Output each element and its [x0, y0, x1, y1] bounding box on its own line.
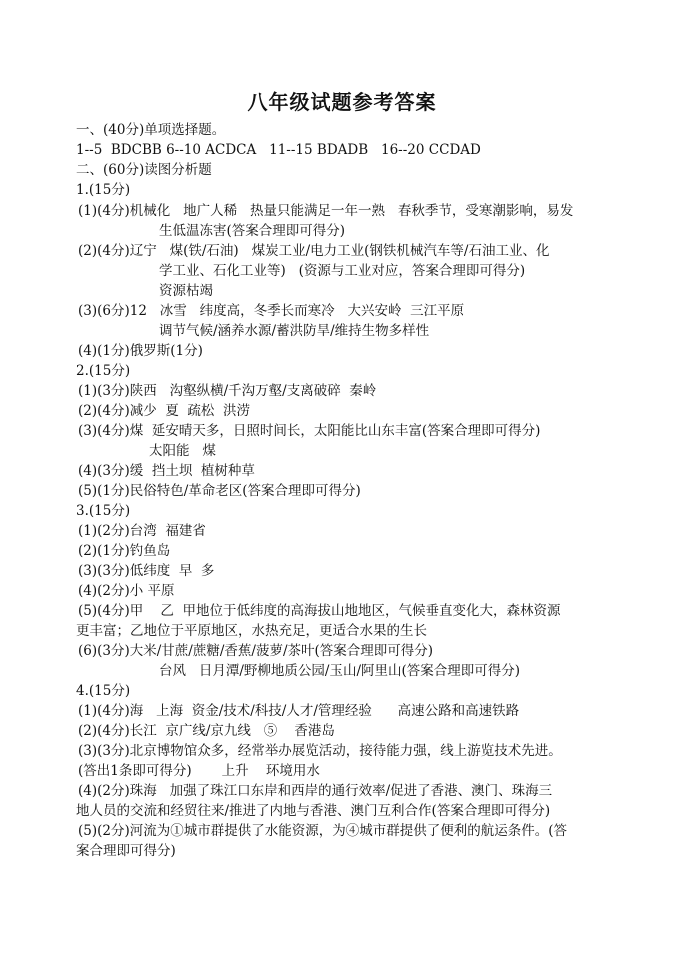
answer-line: 更丰富；乙地位于平原地区，水热充足，更适合水果的生长 [76, 623, 427, 639]
answer-line: (5)(2分)河流为①城市群提供了水能资源，为④城市群提供了便利的航运条件。(答 [78, 823, 568, 839]
answer-line: (1)(4分)机械化 地广人稀 热量只能满足一年一熟 春秋季节，受寒潮影响，易发 [78, 203, 574, 219]
answer-line: (1)(4分)海 上海 资金/技术/科技/人才/管理经验 高速公路和高速铁路 [78, 703, 520, 719]
answer-line: 4.(15分) [76, 683, 131, 699]
answer-line: 3.(15分) [76, 503, 131, 519]
answer-line: 案合理即可得分) [76, 843, 176, 859]
answer-line: 一、(40分)单项选择题。 [76, 122, 226, 138]
answer-line: (5)(1分)民俗特色/革命老区(答案合理即可得分) [78, 483, 361, 499]
answer-line: 1--5 BDCBB 6--10 ACDCA 11--15 BDADB 16--20 CCDAD [76, 142, 481, 158]
answer-line: 学工业、石化工业等) (资源与工业对应，答案合理即可得分) [159, 263, 526, 279]
answer-line: 台风 日月潭/野柳地质公园/玉山/阿里山(答案合理即可得分) [159, 663, 521, 679]
answer-line: (3)(3分)低纬度 早 多 [78, 563, 215, 579]
answer-line: (3)(3分)北京博物馆众多，经常举办展览活动，接待能力强，线上游览技术先进。 [78, 743, 562, 759]
answer-line: (6)(3分)大米/甘蔗/蔗糖/香蕉/菠萝/茶叶(答案合理即可得分) [78, 643, 434, 659]
answer-line: 生低温冻害(答案合理即可得分) [159, 223, 346, 239]
answer-line: 太阳能 煤 [149, 443, 216, 459]
answer-line: (2)(1分)钓鱼岛 [78, 543, 171, 559]
answer-line: (2)(4分)辽宁 煤(铁/石油) 煤炭工业/电力工业(钢铁机械汽车等/石油工业、化 [78, 243, 550, 259]
page-title: 八年级试题参考答案 [247, 90, 437, 114]
answer-line: 1.(15分) [76, 182, 131, 198]
answer-line: (2)(4分)减少 夏 疏松 洪涝 [78, 403, 250, 419]
answer-line: (答出1条即可得分) 上升 环境用水 [78, 763, 320, 779]
answer-line: 二、(60分)读图分析题 [76, 162, 212, 178]
answer-line: (1)(3分)陕西 沟壑纵横/千沟万壑/支离破碎 秦岭 [78, 383, 377, 399]
answer-line: 2.(15分) [76, 363, 131, 379]
answer-line: (5)(4分)甲 乙 甲地位于低纬度的高海拔山地地区，气候垂直变化大，森林资源 [78, 603, 561, 619]
answer-line: 地人员的交流和经贸往来/推进了内地与香港、澳门互利合作(答案合理即可得分) [76, 803, 551, 819]
answer-line: 调节气候/涵养水源/蓄洪防旱/维持生物多样性 [159, 323, 430, 339]
answer-line: (1)(2分)台湾 福建省 [78, 523, 206, 539]
answer-line: (3)(4分)煤 延安晴天多，日照时间长，太阳能比山东丰富(答案合理即可得分) [78, 423, 541, 439]
answer-line: (2)(4分)长江 京广线/京九线 ⑤ 香港岛 [78, 723, 335, 739]
answer-line: (3)(6分)12 冰雪 纬度高，冬季长而寒冷 大兴安岭 三江平原 [78, 303, 465, 319]
answer-line: (4)(2分)珠海 加强了珠江口东岸和西岸的通行效率/促进了香港、澳门、珠海三 [78, 783, 553, 799]
answer-line: 资源枯竭 [159, 283, 213, 299]
answer-line: (4)(1分)俄罗斯(1分) [78, 343, 203, 359]
answer-line: (4)(3分)缓 挡土坝 植树种草 [78, 463, 255, 479]
answer-line: (4)(2分)小 平原 [78, 583, 175, 599]
